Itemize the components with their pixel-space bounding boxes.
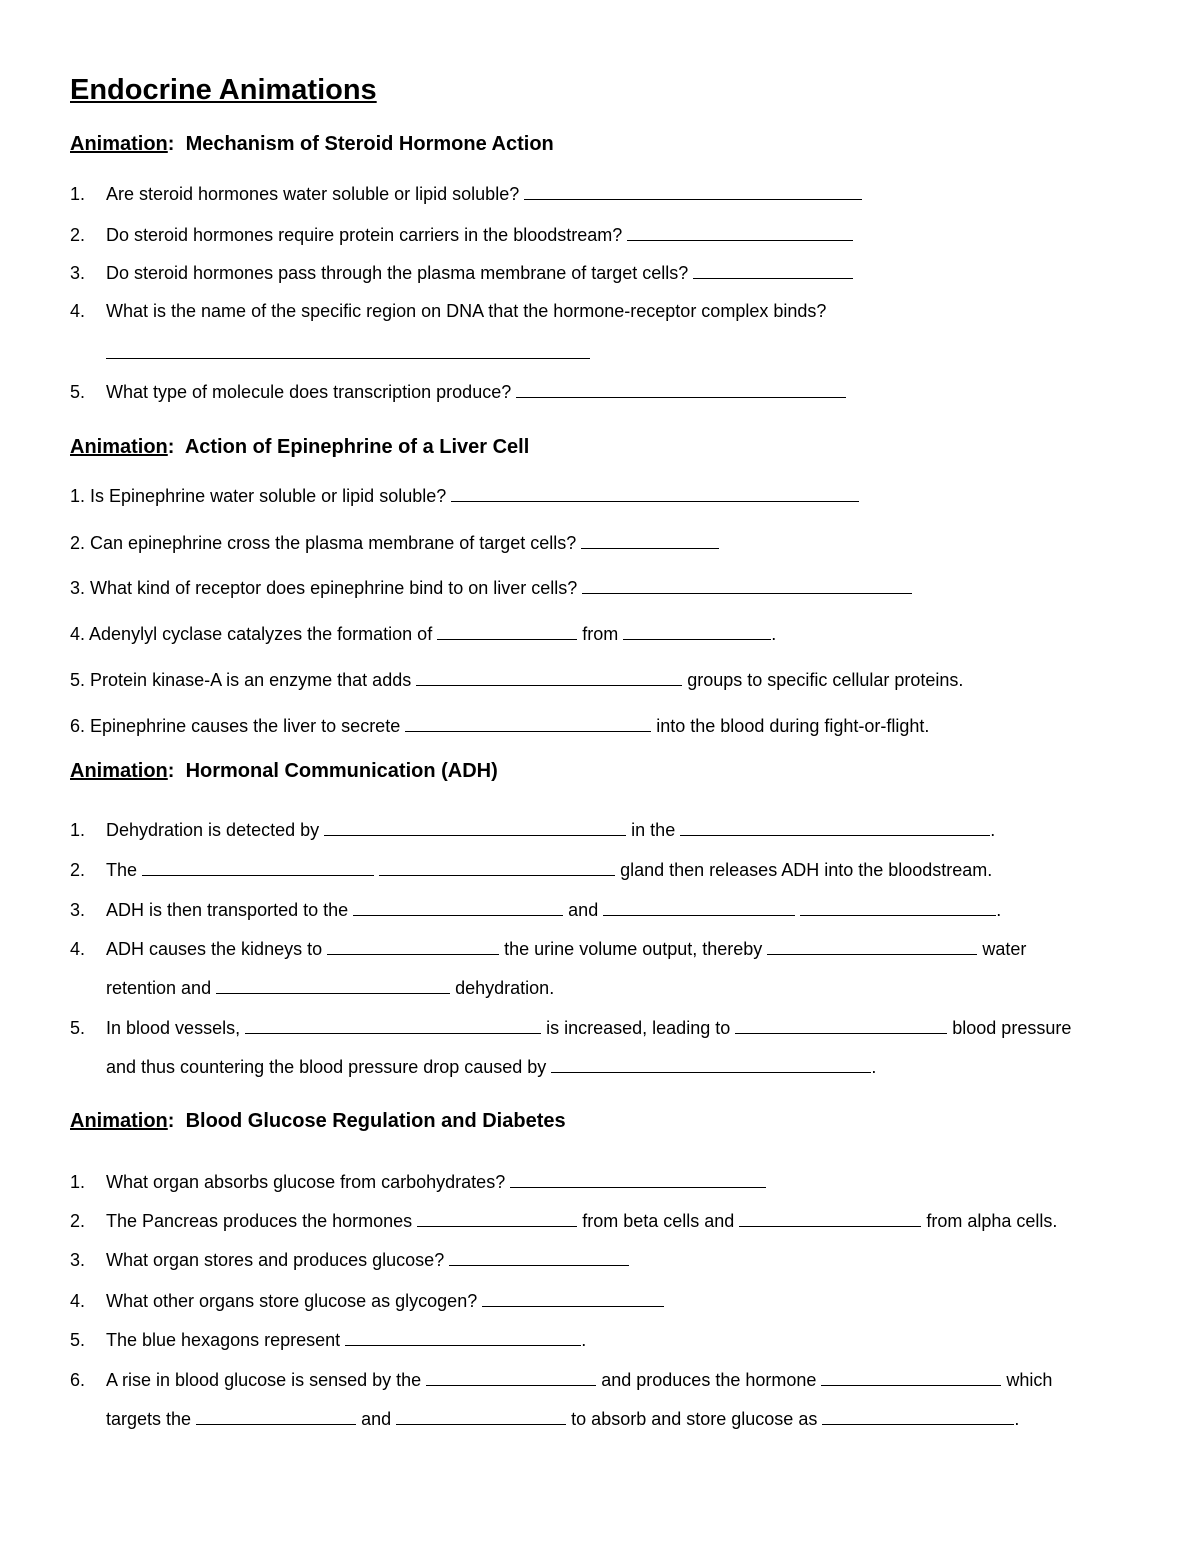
answer-blank[interactable] bbox=[582, 576, 912, 594]
answer-blank[interactable] bbox=[449, 1248, 629, 1266]
answer-blank[interactable] bbox=[327, 937, 499, 955]
answer-blank[interactable] bbox=[603, 898, 795, 916]
answer-blank[interactable] bbox=[482, 1289, 664, 1307]
answer-blank[interactable] bbox=[142, 858, 374, 876]
answer-blank[interactable] bbox=[822, 1407, 1014, 1425]
answer-blank[interactable] bbox=[245, 1016, 541, 1034]
answer-blank[interactable] bbox=[551, 1055, 871, 1073]
question-epinephrine-5: 5. Protein kinase-A is an enzyme that adds groups to specific cellular proteins. bbox=[70, 670, 964, 690]
answer-blank[interactable] bbox=[581, 531, 719, 549]
answer-blank[interactable] bbox=[417, 1209, 577, 1227]
answer-blank[interactable] bbox=[324, 818, 626, 836]
answer-blank[interactable] bbox=[345, 1328, 581, 1346]
question-glucose-6-continued: targets the and to absorb and store glucose as . bbox=[106, 1409, 1020, 1429]
answer-blank[interactable] bbox=[396, 1407, 566, 1425]
answer-blank[interactable] bbox=[767, 937, 977, 955]
answer-blank[interactable] bbox=[735, 1016, 947, 1034]
question-adh-1: 1. Dehydration is detected by in the . bbox=[70, 820, 996, 840]
question-steroid-3: 3. Do steroid hormones pass through the plasma membrane of target cells? bbox=[70, 261, 853, 284]
answer-blank[interactable] bbox=[416, 668, 682, 686]
answer-blank[interactable] bbox=[680, 818, 990, 836]
answer-blank[interactable] bbox=[216, 976, 450, 994]
answer-blank[interactable] bbox=[196, 1407, 356, 1425]
question-epinephrine-2: 2. Can epinephrine cross the plasma membrane of target cells? bbox=[70, 531, 719, 554]
answer-blank[interactable] bbox=[516, 380, 846, 398]
question-adh-2: 2. The gland then releases ADH into the bloodstream. bbox=[70, 860, 993, 880]
question-epinephrine-4: 4. Adenylyl cyclase catalyzes the formation of from . bbox=[70, 624, 777, 644]
question-adh-4: 4. ADH causes the kidneys to the urine volume output, thereby water bbox=[70, 939, 1027, 959]
section-heading-adh: Animation: Hormonal Communication (ADH) bbox=[70, 760, 498, 782]
answer-blank[interactable] bbox=[426, 1368, 596, 1386]
question-adh-5: 5. In blood vessels, is increased, leading to blood pressure bbox=[70, 1018, 1072, 1038]
question-adh-5-continued: and thus countering the blood pressure drop caused by . bbox=[106, 1057, 877, 1077]
question-steroid-4: 4. What is the name of the specific region on DNA that the hormone-receptor complex binds? bbox=[70, 301, 827, 321]
answer-blank[interactable] bbox=[524, 182, 862, 200]
answer-blank[interactable] bbox=[821, 1368, 1001, 1386]
answer-blank[interactable] bbox=[353, 898, 563, 916]
question-glucose-3: 3. What organ stores and produces glucose? bbox=[70, 1248, 629, 1271]
answer-blank[interactable] bbox=[437, 622, 577, 640]
section-heading-glucose: Animation: Blood Glucose Regulation and Diabetes bbox=[70, 1110, 566, 1132]
question-adh-3: 3. ADH is then transported to the and . bbox=[70, 900, 1002, 920]
question-glucose-5: 5. The blue hexagons represent . bbox=[70, 1330, 587, 1350]
question-steroid-2: 2. Do steroid hormones require protein carriers in the bloodstream? bbox=[70, 223, 853, 246]
answer-blank[interactable] bbox=[451, 484, 859, 502]
answer-blank[interactable] bbox=[739, 1209, 921, 1227]
page-title: Endocrine Animations bbox=[70, 74, 377, 106]
question-steroid-1: 1. Are steroid hormones water soluble or lipid soluble? bbox=[70, 182, 862, 205]
question-steroid-5: 5. What type of molecule does transcription produce? bbox=[70, 380, 846, 403]
answer-blank[interactable] bbox=[405, 714, 651, 732]
question-glucose-1: 1. What organ absorbs glucose from carbohydrates? bbox=[70, 1170, 766, 1193]
question-epinephrine-6: 6. Epinephrine causes the liver to secrete into the blood during fight-or-flight. bbox=[70, 716, 930, 736]
question-epinephrine-1: 1. Is Epinephrine water soluble or lipid soluble? bbox=[70, 484, 859, 507]
answer-blank[interactable] bbox=[693, 261, 853, 279]
section-heading-epinephrine: Animation: Action of Epinephrine of a Liver Cell bbox=[70, 436, 530, 458]
question-glucose-4: 4. What other organs store glucose as glycogen? bbox=[70, 1289, 664, 1312]
answer-blank[interactable] bbox=[106, 341, 590, 359]
question-steroid-4-answer-line bbox=[106, 341, 590, 364]
question-glucose-6: 6. A rise in blood glucose is sensed by the and produces the hormone which bbox=[70, 1370, 1053, 1390]
answer-blank[interactable] bbox=[379, 858, 615, 876]
question-adh-4-continued: retention and dehydration. bbox=[106, 978, 555, 998]
answer-blank[interactable] bbox=[800, 898, 996, 916]
section-heading-steroid: Animation: Mechanism of Steroid Hormone Action bbox=[70, 133, 554, 155]
answer-blank[interactable] bbox=[510, 1170, 766, 1188]
answer-blank[interactable] bbox=[623, 622, 771, 640]
answer-blank[interactable] bbox=[627, 223, 853, 241]
question-glucose-2: 2. The Pancreas produces the hormones from beta cells and from alpha cells. bbox=[70, 1211, 1058, 1231]
question-epinephrine-3: 3. What kind of receptor does epinephrine bind to on liver cells? bbox=[70, 576, 912, 599]
